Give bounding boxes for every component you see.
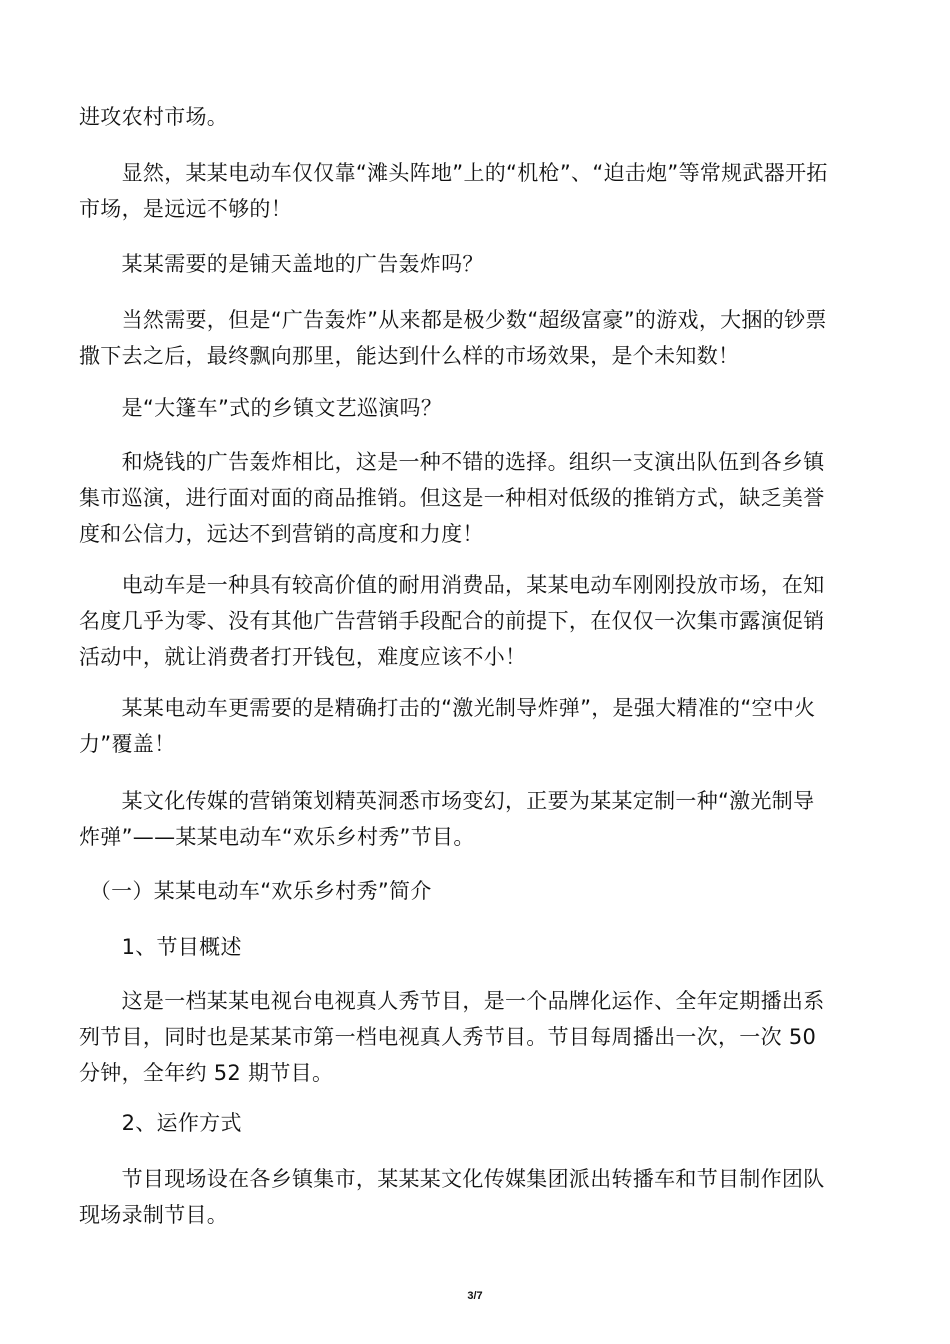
text-line: 和烧钱的广告轰炸相比，这是一种不错的选择。组织一支演出队伍到各乡镇 (79, 450, 825, 474)
page-number: 3/7 (467, 1290, 483, 1302)
text-line: 节目现场设在各乡镇集市，某某某文化传媒集团派出转播车和节目制作团队 (79, 1167, 825, 1191)
text-line: 这是一档某某电视台电视真人秀节目，是一个品牌化运作、全年定期播出系 (79, 989, 825, 1013)
paragraph (79, 155, 871, 227)
text-line: 电动车是一种具有较高价值的耐用消费品，某某电动车刚刚投放市场，在知 (79, 573, 825, 597)
paragraph (79, 783, 871, 855)
paragraph (79, 99, 871, 135)
text-line: 名度几乎为零、没有其他广告营销手段配合的前提下，在仅仅一次集市露演促销 (79, 609, 825, 633)
text-line: 撒下去之后，最终飘向那里，能达到什么样的市场效果，是个未知数！ (79, 344, 740, 368)
text-line: 列节目，同时也是某某市第一档电视真人秀节目。节目每周播出一次，一次 50 (79, 1025, 817, 1049)
text-line: 2、运作方式 (79, 1111, 242, 1135)
paragraph (79, 246, 871, 282)
paragraph (79, 567, 871, 675)
paragraph (79, 983, 871, 1091)
text-line: 分钟，全年约 52 期节目。 (79, 1061, 334, 1085)
paragraph (79, 1161, 871, 1233)
text-line: 某某电动车更需要的是精确打击的“激光制导炸弹”，是强大精准的“空中火 (79, 696, 816, 720)
text-line: 炸弹”——某某电动车“欢乐乡村秀”节目。 (79, 825, 475, 849)
text-line: 度和公信力，远达不到营销的高度和力度！ (79, 522, 484, 546)
text-line: 市场，是远远不够的！ (79, 197, 292, 221)
text-line: 集市巡演，进行面对面的商品推销。但这是一种相对低级的推销方式，缺乏美誉 (79, 486, 825, 510)
subsection-heading (79, 1105, 871, 1141)
paragraph (79, 690, 871, 762)
section-heading (79, 873, 871, 909)
text-line: 当然需要，但是“广告轰炸”从来都是极少数“超级富豪”的游戏，大捆的钞票 (79, 308, 827, 332)
text-line: 某某需要的是铺天盖地的广告轰炸吗？ (79, 252, 484, 276)
text-line: 是“大篷车”式的乡镇文艺巡演吗？ (79, 396, 443, 420)
text-line: （一）某某电动车“欢乐乡村秀”简介 (79, 879, 432, 903)
subsection-heading (79, 929, 871, 965)
text-line: 进攻农村市场。 (79, 105, 229, 129)
paragraph (79, 302, 871, 374)
paragraph (79, 390, 871, 426)
paragraph (79, 444, 871, 552)
text-line: 活动中，就让消费者打开钱包，难度应该不小！ (79, 645, 527, 669)
text-line: 现场录制节目。 (79, 1203, 229, 1227)
text-line: 显然，某某电动车仅仅靠“滩头阵地”上的“机枪”、“迫击炮”等常规武器开拓 (79, 161, 828, 185)
text-line: 力”覆盖！ (79, 732, 176, 756)
text-line: 某文化传媒的营销策划精英洞悉市场变幻，正要为某某定制一种“激光制导 (79, 789, 815, 813)
text-line: 1、节目概述 (79, 935, 242, 959)
